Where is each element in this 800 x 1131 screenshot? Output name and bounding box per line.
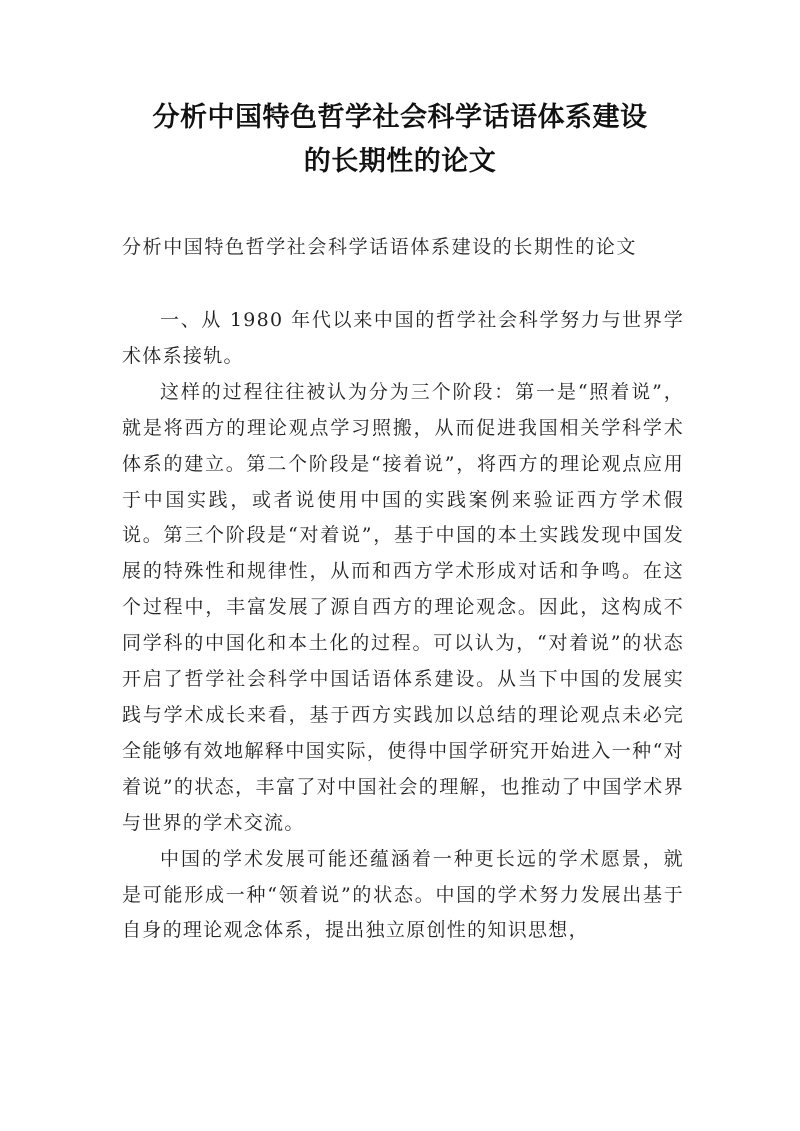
paragraph-2: 这样的过程往往被认为分为三个阶段：第一是“照着说”，就是将西方的理论观点学习照搬，从而促进我国相关学科学术体系的建立。第二个阶段是“接着说”，将西方的理论观点应用于中国实践，或者说使用中国的实践案例来验证西方学术假说。第三个阶段是“对着说”，基于中国的本土实践发现中国发展的特殊性和规律性，从而和西方学术形成对话和争鸣。在这个过程中，丰富发展了源自西方的理论观念。因此，这构成不同学科的中国化和本土化的过程。可以认为，“对着说”的状态开启了哲学社会科学中国话语体系建设。从当下中国的发展实践与学术成长来看，基于西方实践加以总结的理论观点未必完全能够有效地解释中国实际，使得中国学研究开始进入一种“对着说”的状态，丰富了对中国社会的理解，也推动了中国学术界与世界的学术交流。 xyxy=(122,380,684,834)
document-subtitle: 分析中国特色哲学社会科学话语体系建设的长期性的论文 xyxy=(122,236,638,258)
document-body xyxy=(122,303,684,949)
paragraph-1: 一、从 1980 年代以来中国的哲学社会科学努力与世界学术体系接轨。 xyxy=(122,309,684,367)
document-title xyxy=(110,96,690,184)
title-line-2: 的长期性的论文 xyxy=(303,146,497,177)
title-line-1: 分析中国特色哲学社会科学话语体系建设 xyxy=(152,102,648,133)
paragraph-3: 中国的学术发展可能还蕴涵着一种更长远的学术愿景，就是可能形成一种“领着说”的状态。中国的学术努力发展出基于自身的理论观念体系，提出独立原创性的知识思想， xyxy=(122,847,684,942)
